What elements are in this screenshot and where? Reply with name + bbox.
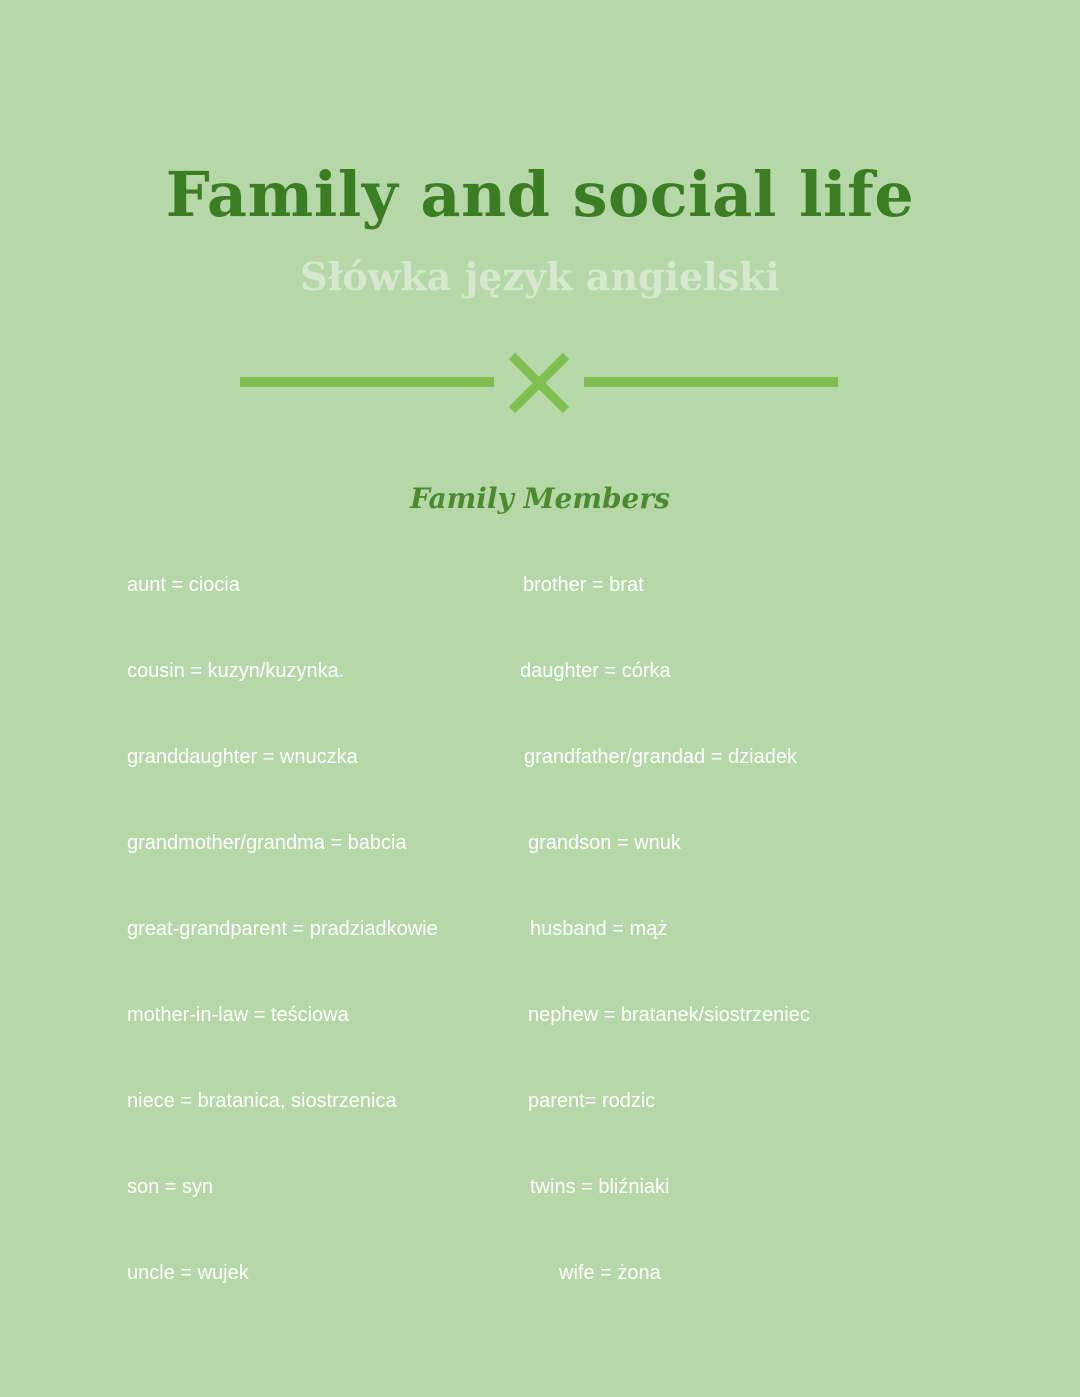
section-divider <box>238 350 840 418</box>
vocab-item-grandson: grandson = wnuk <box>528 832 681 854</box>
vocab-item-cousin: cousin = kuzyn/kuzynka. <box>127 660 345 682</box>
vocab-item-nephew: nephew = bratanek/siostrzeniec <box>528 1004 810 1026</box>
vocab-item-husband: husband = mąż <box>530 918 668 940</box>
vocab-item-great-grandparent: great-grandparent = pradziadkowie <box>127 918 438 940</box>
vocab-item-grandmother: grandmother/grandma = babcia <box>127 832 407 854</box>
vocab-item-wife: wife = żona <box>559 1262 661 1284</box>
vocab-item-twins: twins = bliźniaki <box>530 1176 670 1198</box>
vocab-item-daughter: daughter = córka <box>520 660 671 682</box>
vocab-item-brother: brother = brat <box>523 574 644 596</box>
x-cross-icon <box>512 356 566 410</box>
page-title: Family and social life <box>165 158 915 231</box>
section-heading: Family Members <box>410 482 670 515</box>
vocab-item-parent: parent= rodzic <box>528 1090 656 1112</box>
vocab-item-niece: niece = bratanica, siostrzenica <box>127 1090 397 1112</box>
vocab-item-aunt: aunt = ciocia <box>127 574 240 596</box>
page-subtitle: Słówka język angielski <box>300 254 780 299</box>
vocab-item-granddaughter: granddaughter = wnuczka <box>127 746 358 768</box>
vocab-item-uncle: uncle = wujek <box>127 1262 249 1284</box>
vocab-item-mother-in-law: mother-in-law = teściowa <box>127 1004 349 1026</box>
vocab-item-son: son = syn <box>127 1176 214 1198</box>
vocab-item-grandfather: grandfather/grandad = dziadek <box>524 746 797 768</box>
